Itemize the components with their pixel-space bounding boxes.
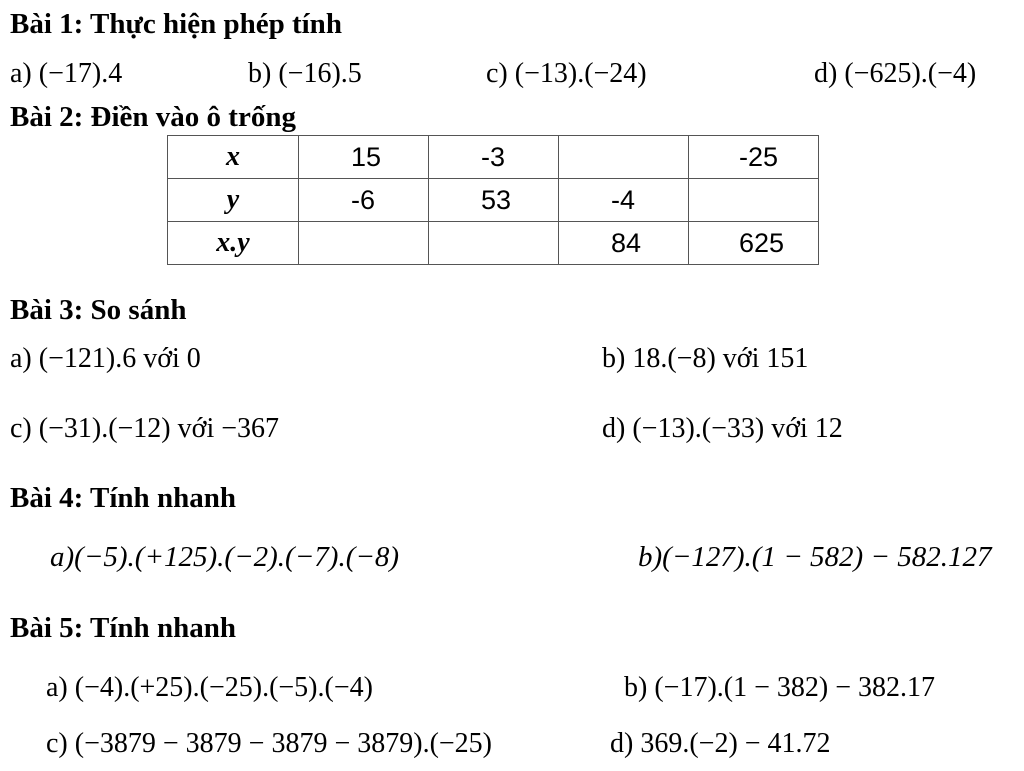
table-cell [429,222,559,265]
bai4-item-a: a)(−5).(+125).(−2).(−7).(−8) [50,541,400,573]
table-cell: -4 [559,179,689,222]
bai5-item-b: b) (−17).(1 − 382) − 382.17 [624,672,935,703]
table-cell [689,179,819,222]
table-cell: -3 [429,136,559,179]
table-cell [299,222,429,265]
table-cell: -6 [299,179,429,222]
bai1-item-c: c) (−13).(−24) [486,58,647,89]
bai5-item-a: a) (−4).(+25).(−25).(−5).(−4) [46,672,373,703]
bai1-title: Bài 1: Thực hiện phép tính [10,8,342,40]
bai2-title: Bài 2: Điền vào ô trống [10,101,296,133]
bai3-item-b: b) 18.(−8) với 151 [602,343,809,374]
bai3-item-c: c) (−31).(−12) với −367 [10,413,280,444]
row-label-xy: x.y [168,222,299,265]
row-label-y: y [168,179,299,222]
table-cell: 625 [689,222,819,265]
bai4-title: Bài 4: Tính nhanh [10,482,236,514]
bai3-item-a: a) (−121).6 với 0 [10,343,201,374]
bai1-item-d: d) (−625).(−4) [814,58,977,89]
bai5-title: Bài 5: Tính nhanh [10,612,236,644]
bai1-item-b: b) (−16).5 [248,58,362,89]
table-cell: 84 [559,222,689,265]
row-label-x: x [168,136,299,179]
bai3-title: Bài 3: So sánh [10,294,187,326]
fill-in-table [167,135,819,265]
table-row-xy [168,222,819,265]
bai5-item-d: d) 369.(−2) − 41.72 [610,728,831,759]
bai1-item-a: a) (−17).4 [10,58,123,89]
table-cell: 53 [429,179,559,222]
bai3-item-d: d) (−13).(−33) với 12 [602,413,843,444]
table-cell [559,136,689,179]
table-cell: -25 [689,136,819,179]
table-row-x [168,136,819,179]
table-cell: 15 [299,136,429,179]
bai5-item-c: c) (−3879 − 3879 − 3879 − 3879).(−25) [46,728,493,759]
table-row-y [168,179,819,222]
bai4-item-b: b)(−127).(1 − 582) − 582.127 [638,541,992,573]
